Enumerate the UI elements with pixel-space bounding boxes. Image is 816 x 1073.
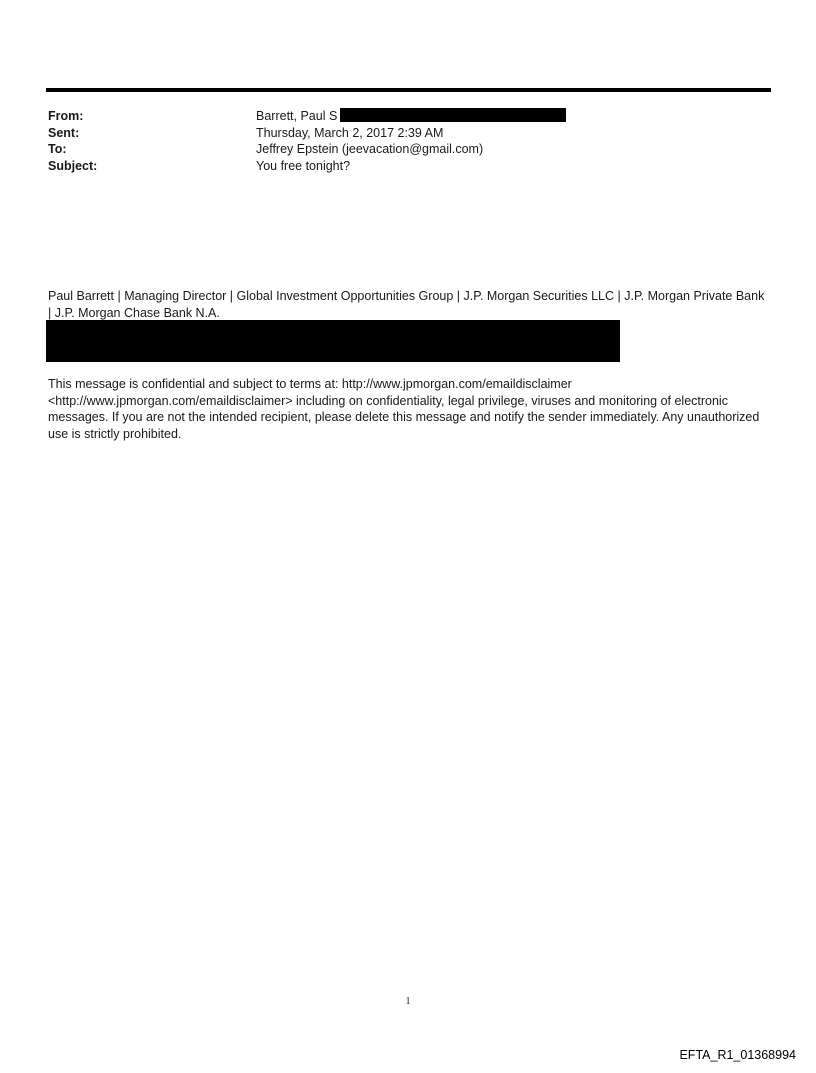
email-header (48, 108, 770, 174)
to-value: Jeffrey Epstein (jeevacation@gmail.com) (256, 142, 484, 156)
header-divider (46, 88, 771, 92)
confidentiality-disclaimer: This message is confidential and subject to terms at: http://www.jpmorgan.com/emaildisclaimer <http://www.jpmorgan.com/emaildisclaimer> including on confidentiality, legal privilege, viruses and monitoring of electronic messages. If you are not the intended recipient, please delete this message and notify the sender immediately. Any unauthorized use is strictly prohibited. (48, 377, 760, 441)
from-row (48, 108, 770, 125)
to-label: To: (48, 142, 67, 156)
from-name: Barrett, Paul S (256, 109, 338, 123)
document-id: EFTA_R1_01368994 (679, 1048, 796, 1062)
page-number: 1 (405, 996, 411, 1007)
redaction-block (46, 320, 620, 362)
sent-label: Sent: (48, 125, 80, 140)
to-row (48, 141, 770, 158)
sent-row (48, 125, 770, 142)
from-value (256, 108, 566, 125)
subject-value: You free tonight? (256, 158, 351, 173)
from-label: From: (48, 109, 84, 123)
email-signature: Paul Barrett | Managing Director | Global Investment Opportunities Group | J.P. Morgan Securities LLC | J.P. Morgan Private Bank | J.P. Morgan Chase Bank N.A. (48, 289, 765, 320)
subject-row (48, 158, 770, 175)
redaction-bar (340, 108, 566, 122)
sent-value: Thursday, March 2, 2017 2:39 AM (256, 125, 444, 140)
subject-label: Subject: (48, 158, 98, 173)
